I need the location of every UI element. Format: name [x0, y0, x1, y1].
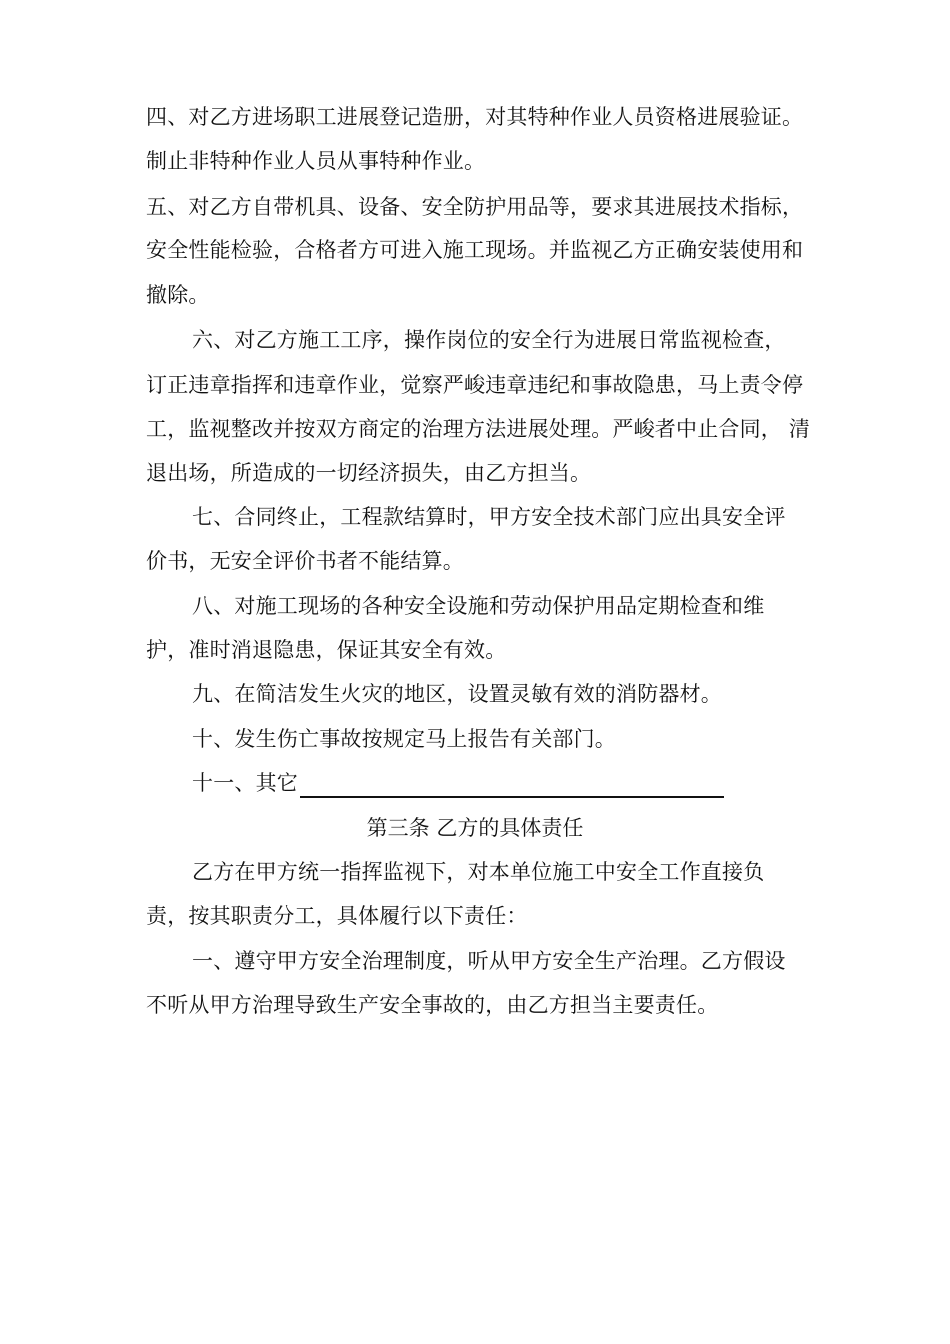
text-line: 十一、其它: [192, 771, 298, 795]
text-line: 制止非特种作业人员从事特种作业。: [146, 149, 486, 173]
text-line: 乙方在甲方统一指挥监视下，对本单位施工中安全工作直接负: [192, 860, 765, 884]
text-line: 退出场，所造成的一切经济损失，由乙方担当。: [146, 461, 592, 485]
text-line: 一、遵守甲方安全治理制度，听从甲方安全生产治理。乙方假设: [192, 949, 786, 973]
section-heading: 第三条 乙方的具体责任: [366, 816, 584, 840]
text-line: 八、对施工现场的各种安全设施和劳动保护用品定期检查和维: [192, 594, 765, 618]
text-line: 撤除。: [146, 283, 210, 307]
text-line: 不听从甲方治理导致生产安全事故的，由乙方担当主要责任。: [146, 993, 719, 1017]
text-line: 护，准时消退隐患，保证其安全有效。: [146, 638, 507, 662]
text-line: 安全性能检验，合格者方可进入施工现场。并监视乙方正确安装使用和: [146, 238, 804, 262]
text-line: 四、对乙方进场职工进展登记造册，对其特种作业人员资格进展验证。: [146, 105, 804, 129]
other-clause: [192, 768, 724, 798]
text-line: 九、在简洁发生火灾的地区，设置灵敏有效的消防器材。: [192, 682, 722, 706]
text-line: 责，按其职责分工，具体履行以下责任：: [146, 904, 528, 928]
text-line: 五、对乙方自带机具、设备、安全防护用品等，要求其进展技术指标，: [146, 195, 804, 219]
text-line: 七、合同终止，工程款结算时，甲方安全技术部门应出具安全评: [192, 505, 786, 529]
text-line: 六、对乙方施工工序，操作岗位的安全行为进展日常监视检查，: [192, 328, 786, 352]
text-line: 订正违章指挥和违章作业，觉察严峻违章违纪和事故隐患，马上责令停: [146, 373, 804, 397]
fill-in-blank-line: [300, 772, 724, 798]
text-line: 价书，无安全评价书者不能结算。: [146, 549, 464, 573]
text-line: 工，监视整改并按双方商定的治理方法进展处理。严峻者中止合同， 清: [146, 417, 811, 441]
text-line: 十、发生伤亡事故按规定马上报告有关部门。: [192, 727, 616, 751]
